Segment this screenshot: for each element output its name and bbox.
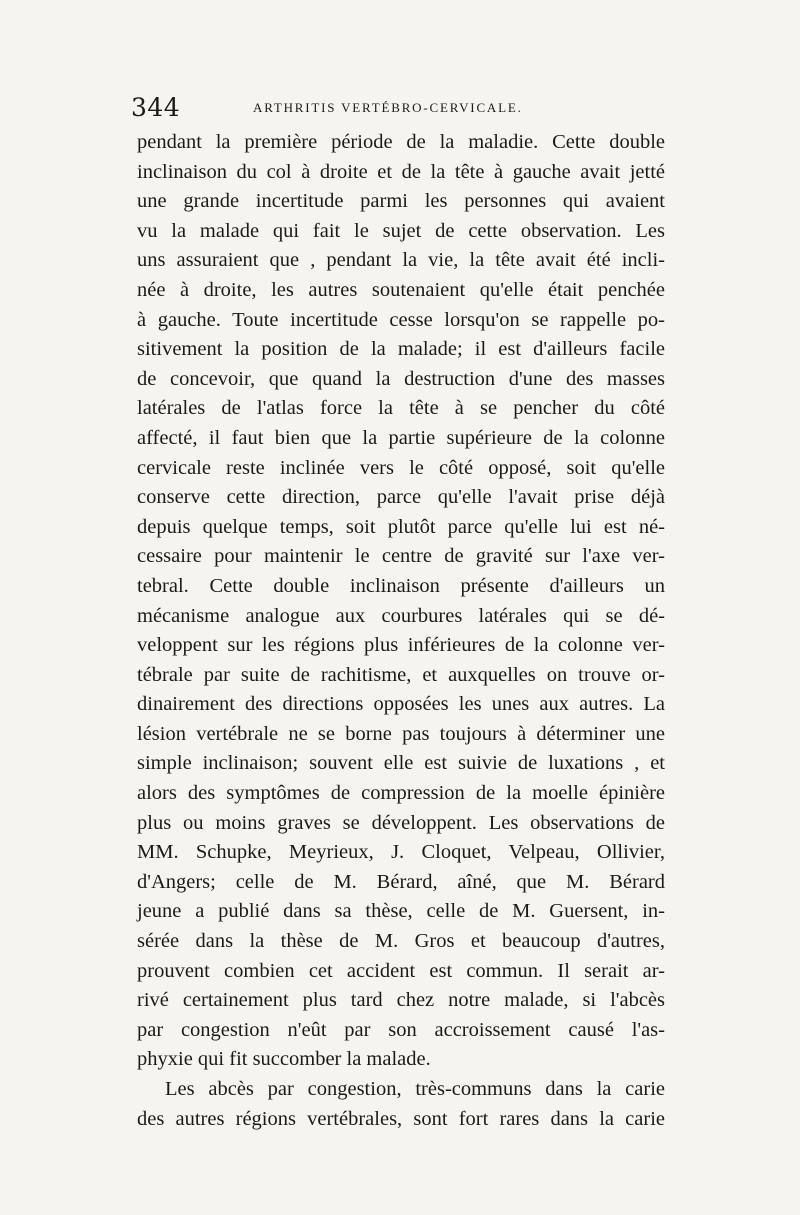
body-text	[137, 128, 665, 1134]
text-line: alors des symptômes de compression de la moelle épinière	[137, 782, 665, 805]
text-line: sérée dans la thèse de M. Gros et beaucoup d'autres,	[137, 930, 665, 953]
text-line: rivé certainement plus tard chez notre malade, si l'abcès	[137, 989, 665, 1012]
text-line: tébrale par suite de rachitisme, et auxquelles on trouve or-	[137, 663, 665, 686]
page-number: 344	[131, 93, 181, 122]
text-line: simple inclinaison; souvent elle est suivie de luxations , et	[137, 752, 665, 775]
text-line: dinairement des directions opposées les unes aux autres. La	[137, 693, 665, 716]
running-title: ARTHRITIS VERTÉBRO-CERVICALE.	[253, 100, 523, 115]
text-line: conserve cette direction, parce qu'elle l'avait prise déjà	[137, 486, 665, 509]
text-line: une grande incertitude parmi les personnes qui avaient	[137, 190, 665, 213]
text-line: sitivement la position de la malade; il est d'ailleurs facile	[137, 338, 665, 361]
text-line: veloppent sur les régions plus inférieures de la colonne ver-	[137, 634, 665, 657]
running-head	[131, 93, 671, 123]
text-line: par congestion n'eût par son accroissement causé l'as-	[137, 1018, 665, 1041]
text-line: Les abcès par congestion, très-communs dans la carie	[165, 1078, 665, 1100]
text-line: d'Angers; celle de M. Bérard, aîné, que M. Bérard	[137, 870, 665, 893]
text-line: des autres régions vertébrales, sont fort rares dans la carie	[137, 1107, 665, 1130]
text-line: mécanisme analogue aux courbures latérales qui se dé-	[137, 604, 665, 627]
text-line: uns assuraient que , pendant la vie, la tête avait été incli-	[137, 249, 665, 272]
text-line: prouvent combien cet accident est commun. Il serait ar-	[137, 959, 665, 982]
text-line: cessaire pour maintenir le centre de gravité sur l'axe ver-	[137, 545, 665, 568]
text-line: à gauche. Toute incertitude cesse lorsqu'on se rappelle po-	[137, 308, 665, 331]
text-line: de concevoir, que quand la destruction d'une des masses	[137, 367, 665, 390]
text-line: phyxie qui fit succomber la malade.	[137, 1048, 431, 1071]
text-line: née à droite, les autres soutenaient qu'elle était penchée	[137, 278, 665, 301]
text-line: pendant la première période de la maladie. Cette double	[137, 131, 665, 153]
paragraph-container	[137, 128, 665, 1134]
text-line: inclinaison du col à droite et de la tête à gauche avait jetté	[137, 160, 665, 183]
text-line: tebral. Cette double inclinaison présente d'ailleurs un	[137, 574, 665, 597]
text-line: lésion vertébrale ne se borne pas toujours à déterminer une	[137, 722, 665, 745]
text-line: latérales de l'atlas force la tête à se pencher du côté	[137, 397, 665, 420]
text-line: jeune a publié dans sa thèse, celle de M. Guersent, in-	[137, 900, 665, 923]
text-line: depuis quelque temps, soit plutôt parce qu'elle lui est né-	[137, 515, 665, 538]
text-line: vu la malade qui fait le sujet de cette observation. Les	[137, 219, 665, 242]
text-line: plus ou moins graves se développent. Les observations de	[137, 811, 665, 834]
text-line: MM. Schupke, Meyrieux, J. Cloquet, Velpeau, Ollivier,	[137, 841, 665, 864]
text-line: affecté, il faut bien que la partie supérieure de la colonne	[137, 426, 665, 449]
text-line: cervicale reste inclinée vers le côté opposé, soit qu'elle	[137, 456, 665, 479]
